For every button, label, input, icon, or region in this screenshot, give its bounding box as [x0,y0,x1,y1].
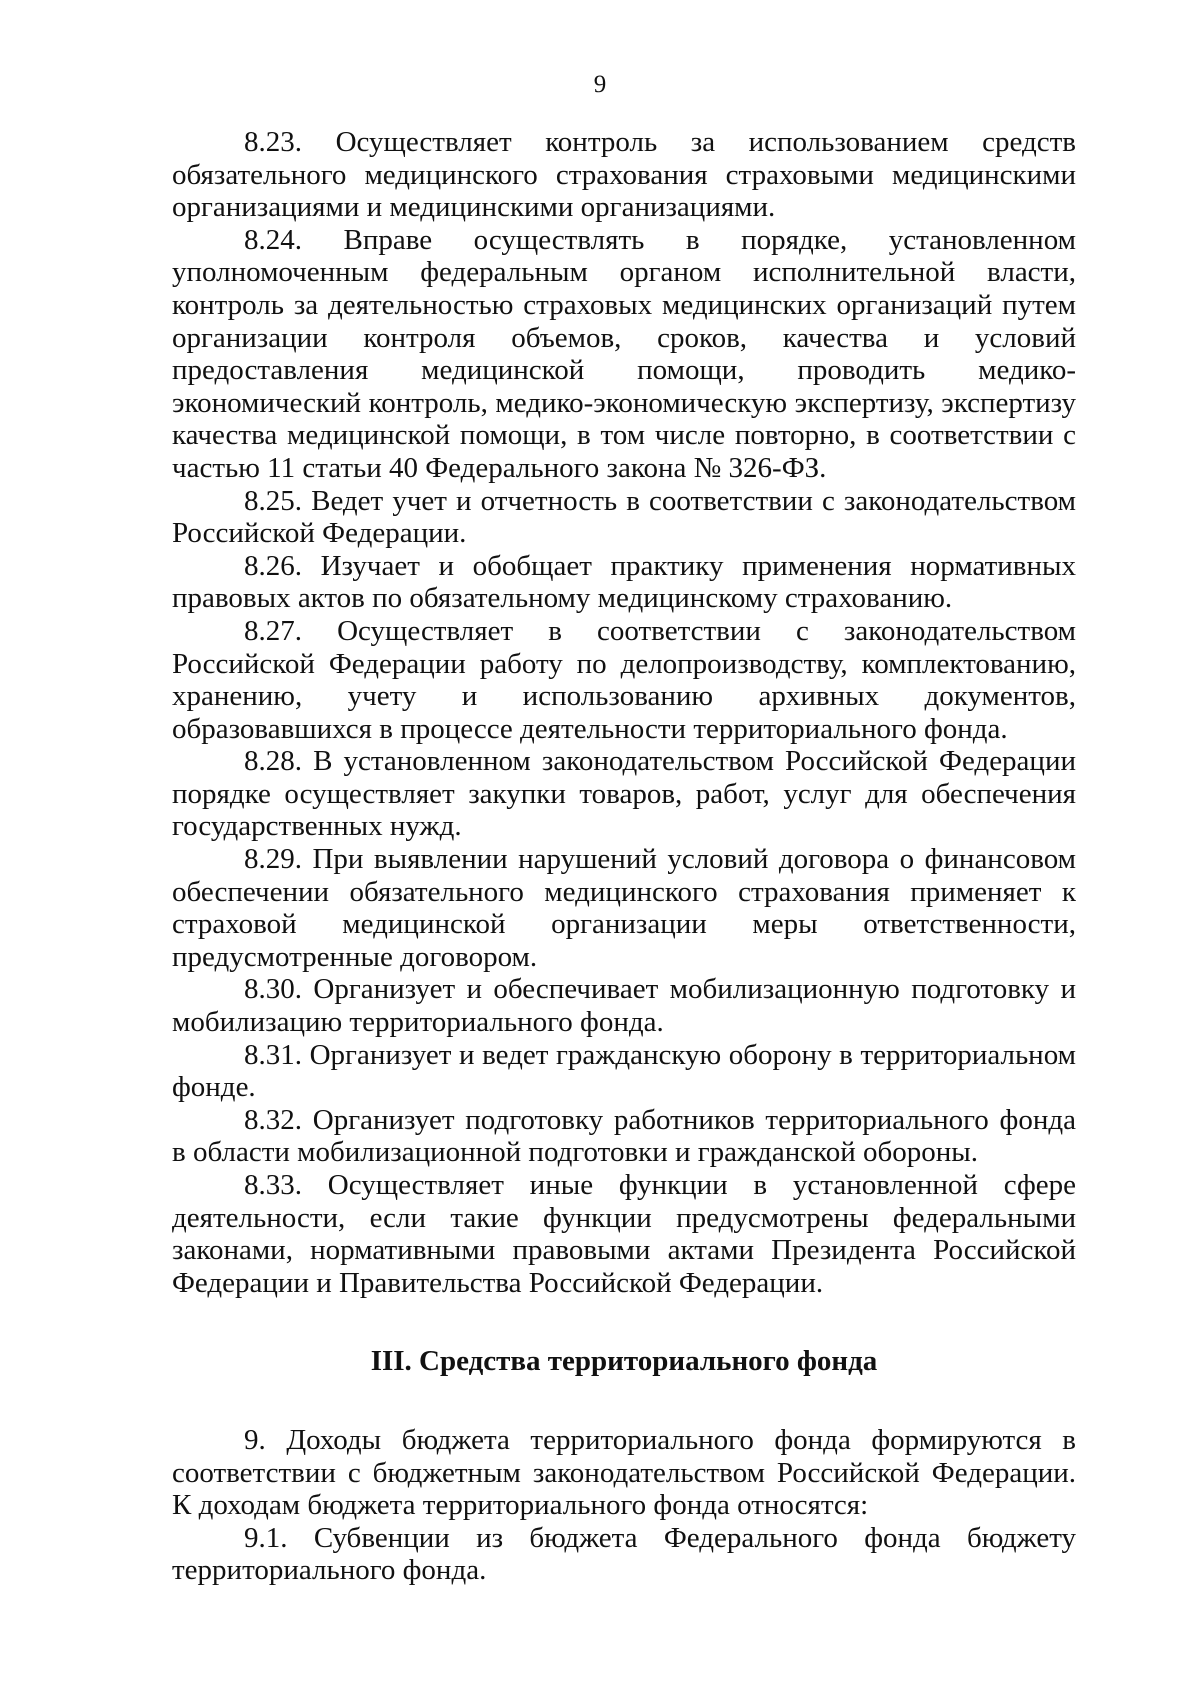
paragraph-8-32: 8.32. Организует подготовку работников территориального фонда в области мобилизационной подготовки и гражданской обороны. [172,1103,1076,1169]
paragraph-8-26: 8.26. Изучает и обобщает практику применения нормативных правовых актов по обязательному медицинскому страхованию. [172,549,1076,615]
document-body [172,126,1076,1587]
paragraph-8-33: 8.33. Осуществляет иные функции в установленной сфере деятельности, если такие функции предусмотрены федеральными законами, нормативными правовыми актами Президента Российской Федерации и Правительства Российской Федерации. [172,1169,1076,1299]
section-title: III. Средства территориального фонда [370,1345,878,1378]
paragraph-9-1: 9.1. Субвенции из бюджета Федерального фонда бюджету территориального фонда. [172,1521,1076,1587]
paragraph-8-24: 8.24. Вправе осуществлять в порядке, установленном уполномоченным федеральным органом исполнительной власти, контроль за деятельностью страховых медицинских организаций путем организации контроля объемов, сроков, качества и условий предоставления медицинской помощи, проводить медико-экономический контроль, медико-экономическую экспертизу, экспертизу качества медицинской помощи, в том числе повторно, в соответствии с частью 11 статьи 40 Федерального закона № 326-ФЗ. [172,223,1076,484]
paragraph-8-30: 8.30. Организует и обеспечивает мобилизационную подготовку и мобилизацию территориального фонда. [172,973,1076,1039]
paragraph-8-28: 8.28. В установленном законодательством Российской Федерации порядке осуществляет закупки товаров, работ, услуг для обеспечения государственных нужд. [172,745,1076,843]
page-number: 9 [593,71,607,98]
paragraph-8-31: 8.31. Организует и ведет гражданскую оборону в территориальном фонде. [172,1038,1076,1104]
paragraph-8-23: 8.23. Осуществляет контроль за использованием средств обязательного медицинского страхования страховыми медицинскими организациями и медицинскими организациями. [172,126,1076,224]
paragraph-8-29: 8.29. При выявлении нарушений условий договора о финансовом обеспечении обязательного медицинского страхования применяет к страховой медицинской организации меры ответственности, предусмотренные договором. [172,843,1076,973]
paragraph-8-27: 8.27. Осуществляет в соответствии с законодательством Российской Федерации работу по делопроизводству, комплектованию, хранению, учету и использованию архивных документов, образовавшихся в процессе деятельности территориального фонда. [172,614,1076,745]
paragraph-8-25: 8.25. Ведет учет и отчетность в соответствии с законодательством Российской Федерации. [172,484,1076,550]
paragraph-9: 9. Доходы бюджета территориального фонда формируются в соответствии с бюджетным законодательством Российской Федерации. К доходам бюджета территориального фонда относятся: [172,1423,1076,1522]
